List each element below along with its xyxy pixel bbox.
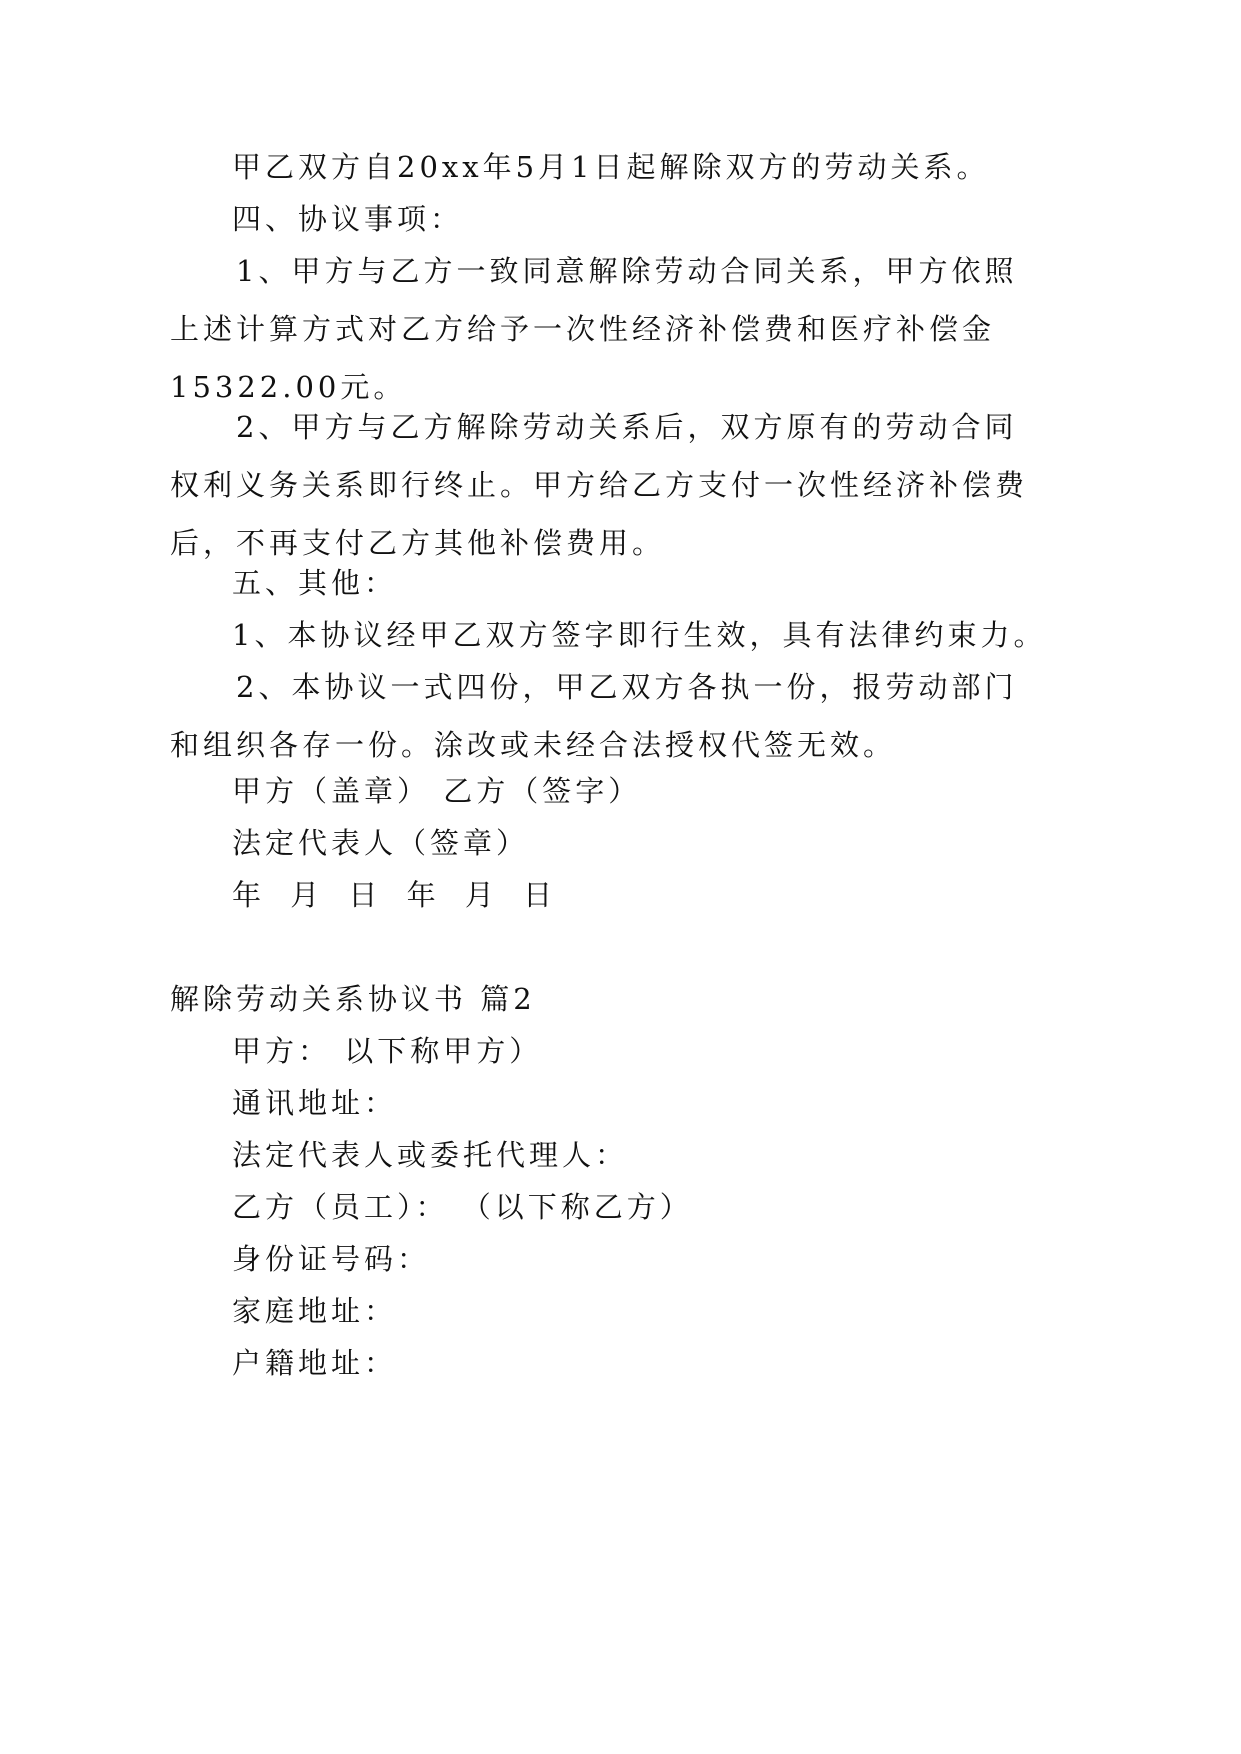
heading-agreement-items: 四、协议事项： (232, 202, 464, 236)
agreement-item-1-line-1: 1、甲方与乙方一致同意解除劳动合同关系，甲方依照 (236, 254, 1018, 288)
section-2-title: 解除劳动关系协议书 篇2 (170, 982, 536, 1016)
agreement-item-2-line-1: 2、甲方与乙方解除劳动关系后，双方原有的劳动合同 (236, 410, 1018, 444)
agreement-item-1 (170, 242, 1017, 416)
heading-other: 五、其他： (232, 566, 398, 600)
signature-representative-line: 法定代表人（签章） (232, 826, 530, 860)
signature-parties-line: 甲方（盖章） 乙方（签字） (232, 774, 642, 808)
mailing-address-line: 通讯地址： (232, 1086, 398, 1120)
agreement-item-2-line-2: 权利义务关系即行终止。甲方给乙方支付一次性经济补偿费 (170, 468, 1029, 502)
home-address-line: 家庭地址： (232, 1294, 398, 1328)
termination-date-line: 甲乙双方自20xx年5月1日起解除双方的劳动关系。 (232, 150, 990, 184)
agreement-item-1-line-2: 上述计算方式对乙方给予一次性经济补偿费和医疗补偿金 (170, 312, 996, 346)
signature-dates-line: 年 月 日 年 月 日 (232, 878, 557, 912)
party-a-line: 甲方： 以下称甲方） (232, 1034, 543, 1068)
other-item-1: 1、本协议经甲乙双方签字即行生效，具有法律约束力。 (232, 618, 1047, 652)
party-b-line: 乙方（员工）： （以下称乙方） (232, 1190, 693, 1224)
other-item-2-line-2: 和组织各存一份。涂改或未经合法授权代签无效。 (170, 728, 897, 762)
id-number-line: 身份证号码： (232, 1242, 431, 1276)
agreement-item-2-line-3: 后，不再支付乙方其他补偿费用。 (170, 526, 666, 560)
other-item-2 (170, 658, 1017, 774)
agreement-item-1-line-3: 15322.00元。 (170, 370, 407, 404)
household-address-line: 户籍地址： (232, 1346, 398, 1380)
other-item-2-line-1: 2、本协议一式四份，甲乙双方各执一份，报劳动部门 (236, 670, 1018, 704)
agreement-item-2 (170, 398, 1028, 572)
legal-representative-line: 法定代表人或委托代理人： (232, 1138, 629, 1172)
